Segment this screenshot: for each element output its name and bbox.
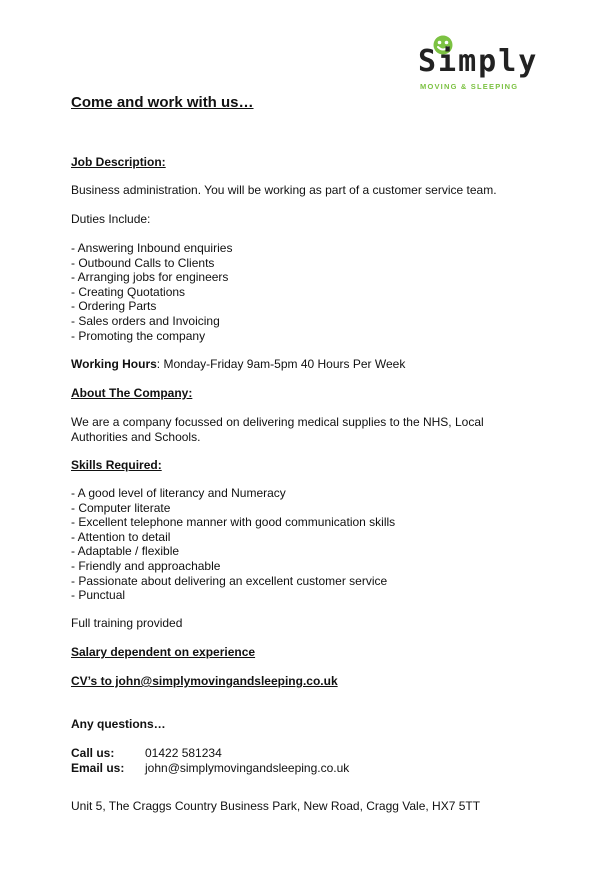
phone-number[interactable]: 01422 581234: [145, 746, 222, 760]
email-address[interactable]: john@simplymovingandsleeping.co.uk: [145, 760, 350, 775]
list-item: - Attention to detail: [71, 529, 171, 544]
about-line-1: We are a company focussed on delivering medical supplies to the NHS, Local: [71, 415, 484, 429]
company-logo: [418, 34, 548, 94]
list-item: - Ordering Parts: [71, 299, 157, 314]
list-item: - Punctual: [71, 588, 126, 603]
duties-label: Duties Include:: [71, 212, 151, 226]
list-item: - Promoting the company: [71, 328, 206, 343]
page-title: Come and work with us…: [71, 94, 254, 111]
list-item: - Answering Inbound enquiries: [71, 241, 233, 255]
logo-wordmark: Simply: [418, 44, 539, 79]
salary-note: Salary dependent on experience: [71, 645, 256, 659]
list-item: - Outbound Calls to Clients: [71, 255, 215, 270]
about-heading: About The Company:: [71, 386, 193, 400]
working-hours: [71, 357, 405, 372]
training-note: Full training provided: [71, 616, 183, 630]
list-item: - A good level of literancy and Numeracy: [71, 486, 286, 500]
job-description-heading: Job Description:: [71, 155, 166, 169]
list-item: - Friendly and approachable: [71, 558, 221, 573]
company-address: Unit 5, The Craggs Country Business Park, New Road, Cragg Vale, HX7 5TT: [71, 799, 481, 813]
duties-list: [71, 241, 232, 343]
about-line-2: Authorities and Schools.: [71, 429, 201, 444]
logo-tagline: MOVING & SLEEPING: [420, 82, 519, 91]
call-label: Call us:: [71, 746, 115, 760]
list-item: - Arranging jobs for engineers: [71, 270, 229, 285]
job-description-intro: Business administration. You will be working as part of a customer service team.: [71, 183, 497, 197]
questions-heading: Any questions…: [71, 717, 166, 731]
list-item: - Adaptable / flexible: [71, 544, 180, 559]
email-label: Email us:: [71, 760, 125, 775]
working-hours-value: : Monday-Friday 9am-5pm 40 Hours Per Week: [156, 357, 406, 371]
list-item: - Creating Quotations: [71, 284, 186, 299]
skills-heading: Skills Required:: [71, 458, 162, 472]
skills-list: [71, 486, 395, 603]
working-hours-label: Working Hours: [71, 357, 157, 371]
cv-email-link[interactable]: CV’s to john@simplymovingandsleeping.co.uk: [71, 674, 338, 688]
list-item: - Excellent telephone manner with good communication skills: [71, 515, 396, 530]
list-item: - Computer literate: [71, 500, 171, 515]
list-item: - Sales orders and Invoicing: [71, 313, 220, 328]
list-item: - Passionate about delivering an excellent customer service: [71, 573, 388, 588]
